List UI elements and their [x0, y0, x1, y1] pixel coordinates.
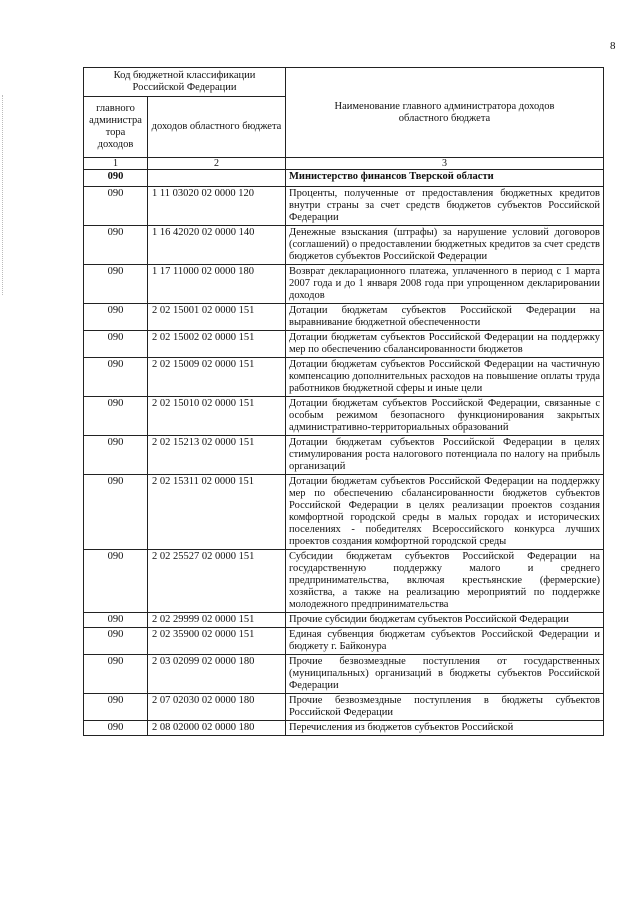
- revenue-code-cell: 2 07 02030 02 0000 180: [148, 694, 286, 721]
- table-row: [84, 436, 604, 475]
- revenue-code-cell: 2 02 25527 02 0000 151: [148, 550, 286, 613]
- header-admin-label: главного администра тора доходов: [84, 97, 148, 158]
- revenue-name-cell: Дотации бюджетам субъектов Российской Федерации на поддержку мер по обеспечению сбалансированности бюджетов: [286, 331, 604, 358]
- admin-code-cell: 090: [84, 265, 148, 304]
- ministry-row: [84, 170, 604, 187]
- revenue-name-cell: Денежные взыскания (штрафы) за нарушение условий договоров (соглашений) о предоставлении бюджетных кредитов за счет средств бюджетов субъектов Российской Федерации: [286, 226, 604, 265]
- admin-code-cell: 090: [84, 475, 148, 550]
- admin-code-cell: 090: [84, 397, 148, 436]
- table-row: [84, 331, 604, 358]
- budget-classification-table: [83, 67, 604, 736]
- admin-code-cell: 090: [84, 655, 148, 694]
- header-name-label: Наименование главного администратора доходов областного бюджета: [286, 68, 604, 158]
- revenue-code-cell: 2 02 15001 02 0000 151: [148, 304, 286, 331]
- table-row: [84, 304, 604, 331]
- revenue-code-cell: 2 03 02099 02 0000 180: [148, 655, 286, 694]
- revenue-name-cell: Единая субвенция бюджетам субъектов Российской Федерации и бюджету г. Байконура: [286, 628, 604, 655]
- admin-code-cell: 090: [84, 226, 148, 265]
- table-row: [84, 397, 604, 436]
- ministry-admin-code: 090: [84, 170, 148, 187]
- revenue-code-cell: 1 17 11000 02 0000 180: [148, 265, 286, 304]
- table-row: [84, 475, 604, 550]
- revenue-code-cell: 2 08 02000 02 0000 180: [148, 721, 286, 736]
- scan-margin-marks: [2, 95, 9, 295]
- table-row: [84, 265, 604, 304]
- admin-code-cell: 090: [84, 187, 148, 226]
- table-row: [84, 628, 604, 655]
- admin-code-cell: 090: [84, 613, 148, 628]
- revenue-name-cell: Дотации бюджетам субъектов Российской Федерации на частичную компенсацию дополнительных расходов на повышение оплаты труда работников бюджетной сферы и иные цели: [286, 358, 604, 397]
- table-row: [84, 187, 604, 226]
- table-row: [84, 613, 604, 628]
- revenue-name-cell: Возврат декларационного платежа, уплаченного в период с 1 марта 2007 года и до 1 января 2008 года при упрощенном декларировании доходов: [286, 265, 604, 304]
- revenue-code-cell: 2 02 29999 02 0000 151: [148, 613, 286, 628]
- revenue-code-cell: 2 02 15010 02 0000 151: [148, 397, 286, 436]
- admin-code-cell: 090: [84, 694, 148, 721]
- revenue-name-cell: Проценты, полученные от предоставления бюджетных кредитов внутри страны за счет средств бюджетов субъектов Российской Федерации: [286, 187, 604, 226]
- revenue-name-cell: Прочие безвозмездные поступления в бюджеты субъектов Российской Федерации: [286, 694, 604, 721]
- revenue-name-cell: Прочие субсидии бюджетам субъектов Российской Федерации: [286, 613, 604, 628]
- revenue-code-cell: 2 02 15311 02 0000 151: [148, 475, 286, 550]
- admin-code-cell: 090: [84, 436, 148, 475]
- admin-code-cell: 090: [84, 721, 148, 736]
- header-row-group: [84, 68, 604, 97]
- admin-code-cell: 090: [84, 358, 148, 397]
- ministry-code-empty: [148, 170, 286, 187]
- header-code-label: доходов областного бюджета: [148, 97, 286, 158]
- revenue-name-cell: Прочие безвозмездные поступления от государственных (муниципальных) организаций в бюджеты субъектов Российской Федерации: [286, 655, 604, 694]
- revenue-name-cell: Дотации бюджетам субъектов Российской Федерации на поддержку мер по обеспечению сбалансированности бюджетов субъектов Российской Федерации в целях реализации проектов создания комфортной городской среды в малых городах и исторических поселениях - победителях Всероссийского конкурса лучших проектов создания комфортной городской среды: [286, 475, 604, 550]
- admin-code-cell: 090: [84, 550, 148, 613]
- revenue-code-cell: 1 11 03020 02 0000 120: [148, 187, 286, 226]
- table-row: [84, 655, 604, 694]
- admin-code-cell: 090: [84, 628, 148, 655]
- column-number-row: [84, 158, 604, 170]
- column-number: 3: [286, 158, 604, 170]
- revenue-code-cell: 2 02 15009 02 0000 151: [148, 358, 286, 397]
- ministry-name: Министерство финансов Тверской области: [286, 170, 604, 187]
- column-number: 2: [148, 158, 286, 170]
- revenue-name-cell: Дотации бюджетам субъектов Российской Федерации на выравнивание бюджетной обеспеченности: [286, 304, 604, 331]
- admin-code-cell: 090: [84, 331, 148, 358]
- table-row: [84, 721, 604, 736]
- revenue-code-cell: 2 02 15002 02 0000 151: [148, 331, 286, 358]
- table-row: [84, 694, 604, 721]
- admin-code-cell: 090: [84, 304, 148, 331]
- revenue-name-cell: Перечисления из бюджетов субъектов Российской: [286, 721, 604, 736]
- page-number: 8: [610, 40, 616, 52]
- revenue-code-cell: 2 02 35900 02 0000 151: [148, 628, 286, 655]
- revenue-name-cell: Дотации бюджетам субъектов Российской Федерации в целях стимулирования роста налогового потенциала по налогу на прибыль организаций: [286, 436, 604, 475]
- header-group-label: Код бюджетной классификации Российской Федерации: [84, 68, 286, 97]
- table-row: [84, 550, 604, 613]
- revenue-name-cell: Субсидии бюджетам субъектов Российской Федерации на государственную поддержку малого и среднего предпринимательства, включая крестьянские (фермерские) хозяйства, а также на реализацию мероприятий по поддержке молодежного предпринимательства: [286, 550, 604, 613]
- column-number: 1: [84, 158, 148, 170]
- table-row: [84, 358, 604, 397]
- revenue-code-cell: 1 16 42020 02 0000 140: [148, 226, 286, 265]
- revenue-name-cell: Дотации бюджетам субъектов Российской Федерации, связанные с особым режимом безопасного функционирования закрытых административно-территориальных образований: [286, 397, 604, 436]
- revenue-code-cell: 2 02 15213 02 0000 151: [148, 436, 286, 475]
- table-row: [84, 226, 604, 265]
